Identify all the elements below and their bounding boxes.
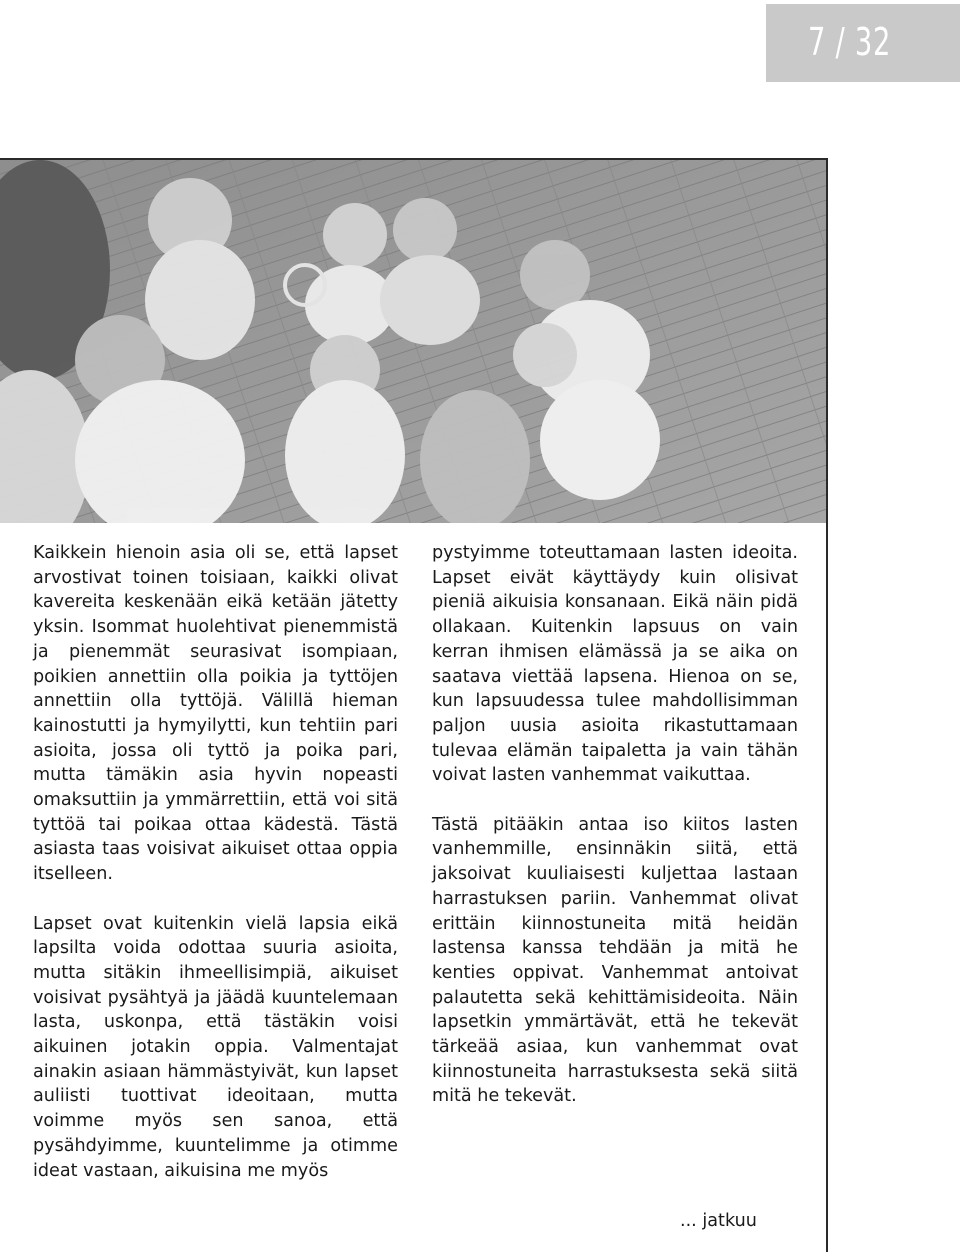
page-number: 7 / 32 bbox=[808, 20, 892, 64]
continued-label: ... jatkuu bbox=[680, 1211, 757, 1231]
left-text-column bbox=[33, 541, 398, 1208]
paragraph: Lapset ovat kuitenkin vielä lapsia eikä lapsilta voida odottaa suuria asioita, mutta sitäkin ihmeellisimpiä, aikuiset voisivat pysähtyä ja jäädä kuuntelemaan lasta, uskonpa, että tästäkin voisi aikuinen jotakin oppia. Valmentajat ainakin asiaan hämmästyivät, kun lapset auliisti tuottivat ideoitaan, mutta voimme myös sen sanoa, että pysähdyimme, kuuntelimme ja otimme ideat vastaan, aikuisina me myös bbox=[33, 913, 398, 1181]
paragraph: Tästä pitääkin antaa iso kiitos lasten vanhemmille, ensinnäkin siitä, että jaksoivat kuuliaisesti kuljettaa lastaan harrastuksen pariin. Vanhemmat olivat erittäin kiinnostuneita mitä heidän lastensa kanssa tehdään ja mitä he kenties oppivat. Vanhemmat antoivat palautetta sekä kehittämisideoita. Näin lapsetkin ymmärtävät, että he tekevät tärkeää asiaa, kun vanhemmat ovat kiinnostuneita harrastuksesta sekä siitä mitä he tekevät. bbox=[432, 814, 798, 1107]
paragraph: Kaikkein hienoin asia oli se, että lapset arvostivat toinen toisiaan, kaikki olivat kavereita keskenään eikä ketään jätetty yksin. Isommat huolehtivat pienemmistä ja pienemmät seurasivat isompiaan, poikien annettiin olla poikia ja tyttöjen annettiin olla tyttöjä. Välillä hieman kainostutti ja hymyilytti, kun tehtiin pari asioita, jossa oli tyttö ja poika pari, mutta tämäkin asia hyvin nopeasti omaksuttiin ja ymmärrettiin, että voi sitä tyttöä tai poikaa ottaa kädestä. Tästä asiasta taas voisivat aikuiset ottaa oppia itselleen. bbox=[33, 543, 398, 885]
children-circle-photo bbox=[0, 160, 826, 523]
right-text-column bbox=[432, 541, 798, 1134]
page-number-badge bbox=[766, 4, 960, 82]
photo-illustration bbox=[0, 160, 826, 523]
paragraph: pystyimme toteuttamaan lasten ideoita. Lapset eivät käyttäydy kuin olisivat pieniä aikuisia konsanaan. Eikä näin pidä ollakaan. Kuitenkin lapsuus on vain kerran ihmisen elämässä ja se aika on saatava viettää lapsena. Hienoa on se, kun lapsuudessa tulee mahdollisimman paljon uusia asioita rikastuttamaan tulevaa elämän taipaletta ja vain tähän voivat lasten vanhemmat vaikuttaa. bbox=[432, 543, 798, 786]
